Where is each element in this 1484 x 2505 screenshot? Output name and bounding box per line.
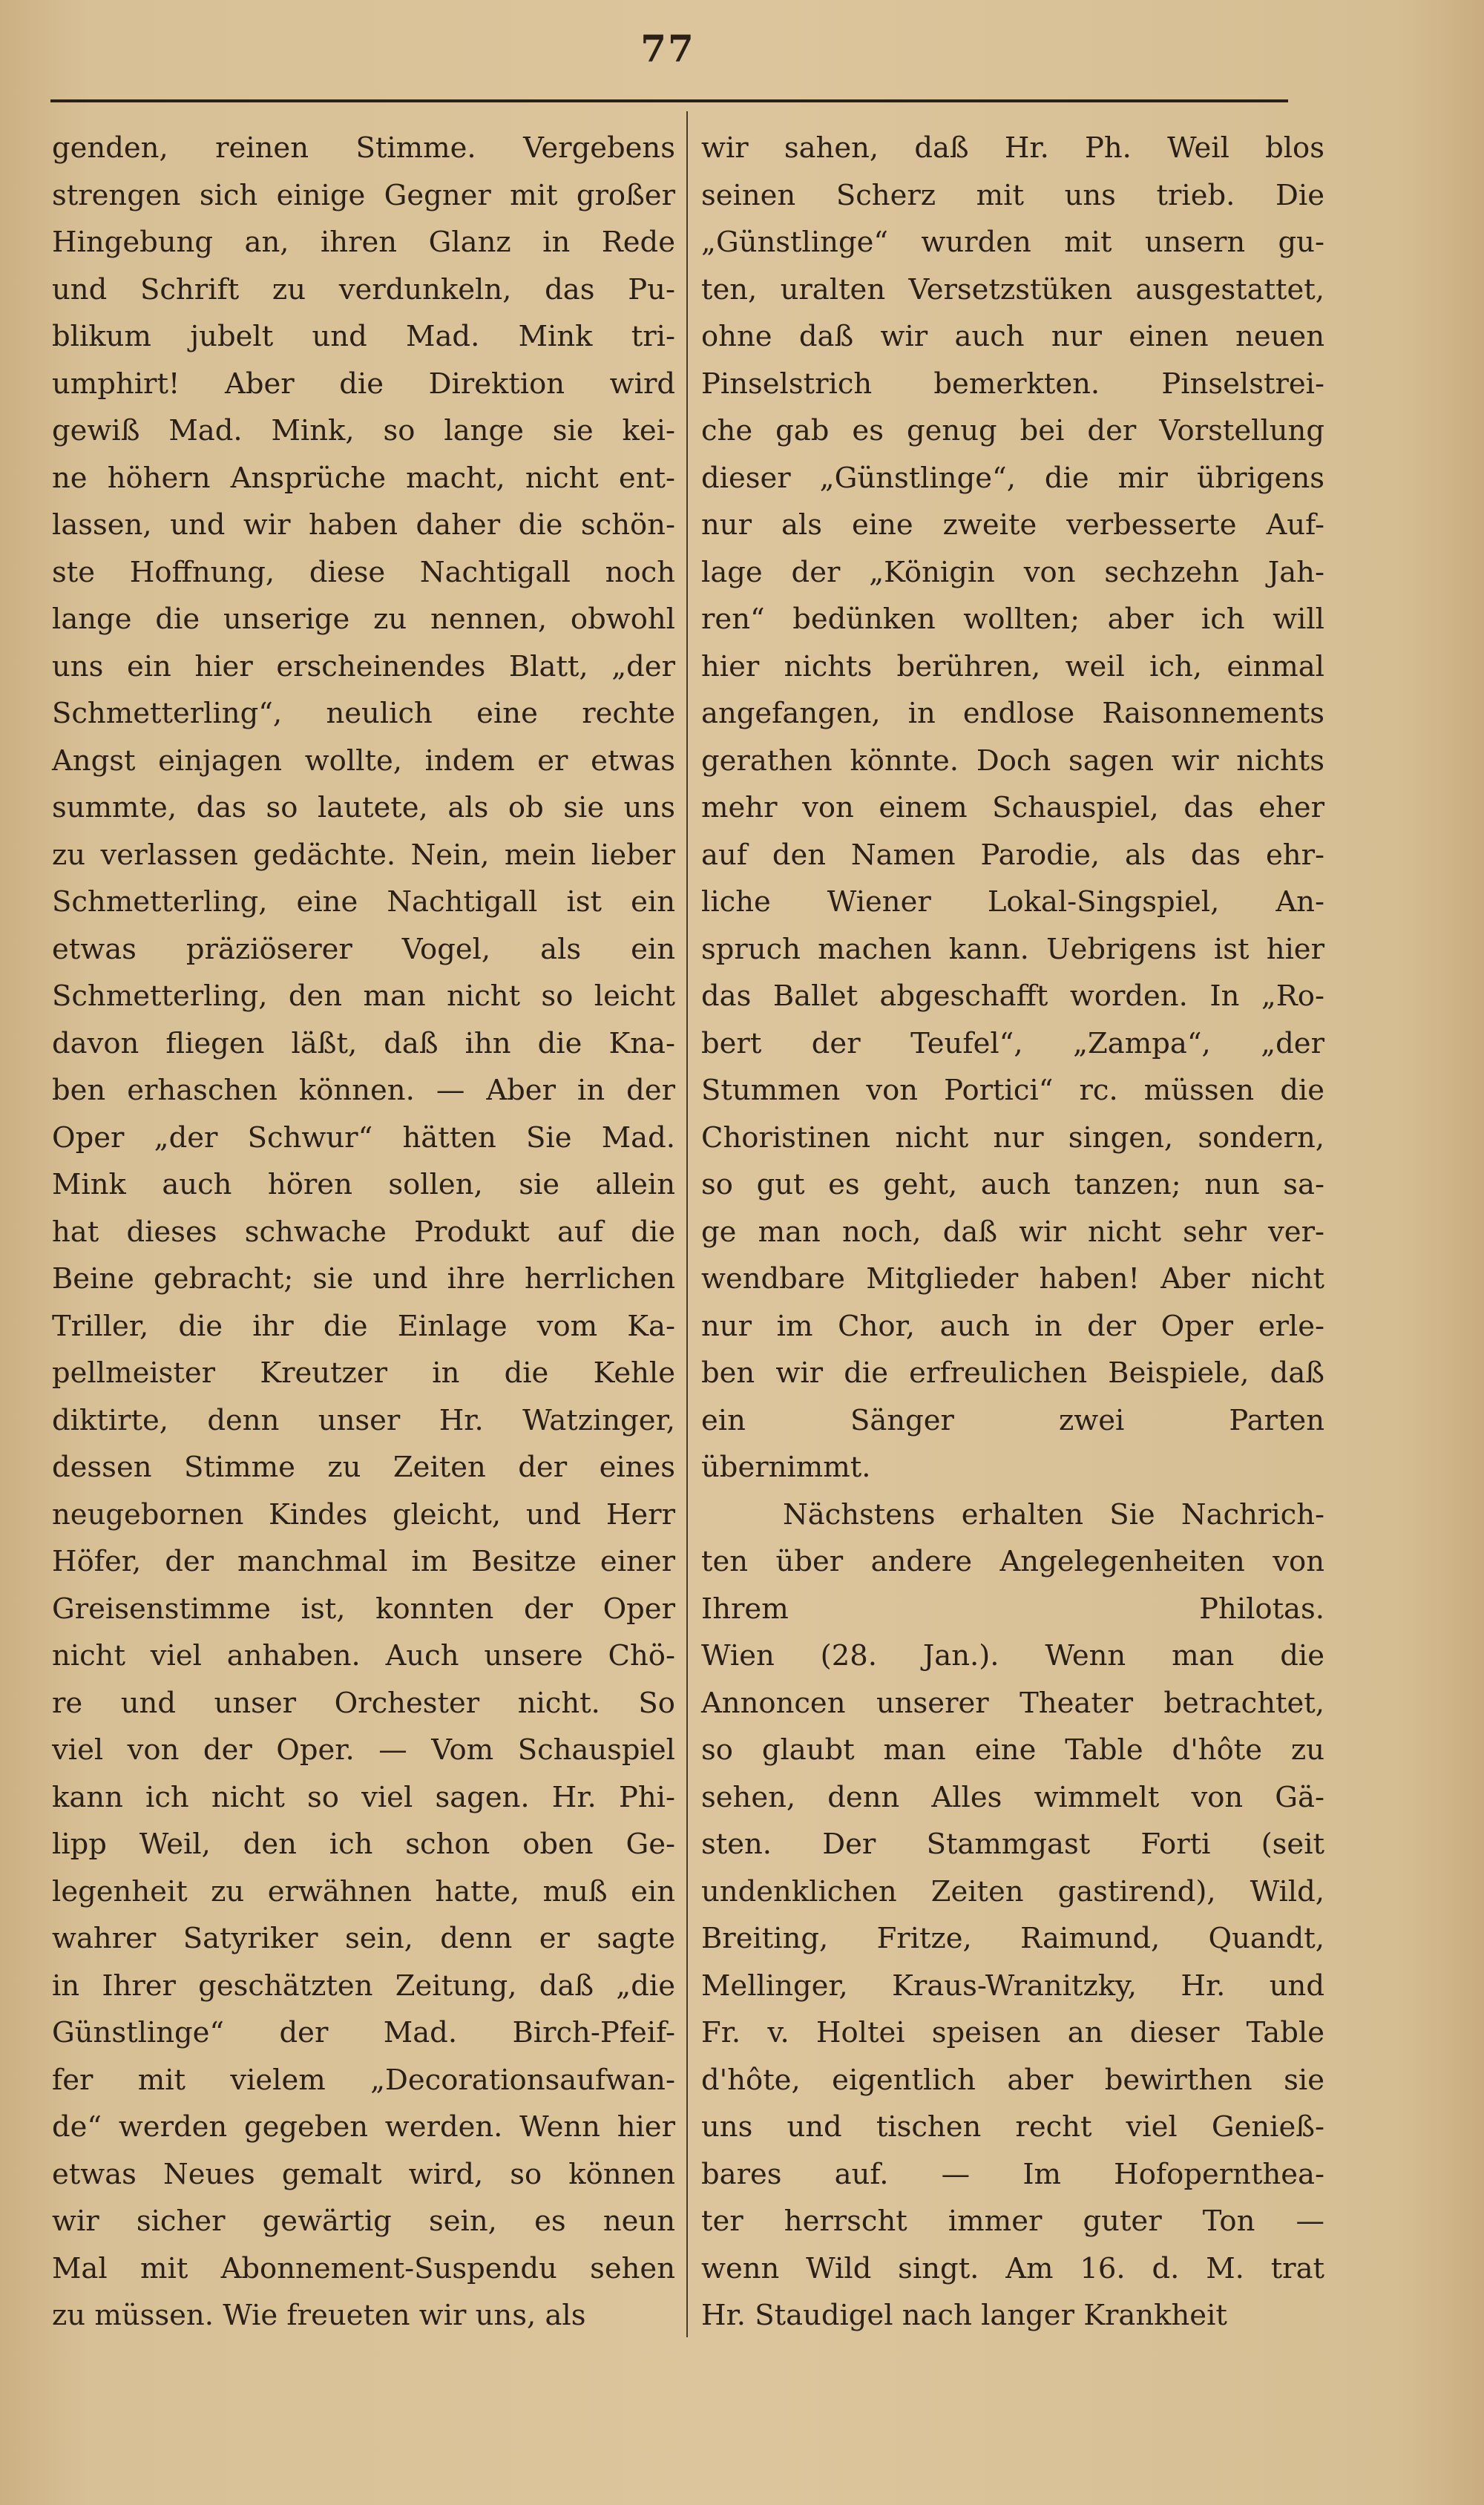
page-number: 77: [640, 27, 695, 70]
text-line: hat dieses schwache Produkt auf die: [52, 1215, 675, 1249]
right-column: [701, 125, 1324, 2340]
text-line: ge man noch, daß wir nicht sehr ver-: [701, 1215, 1324, 1249]
text-line: Fr. v. Holtei speisen an dieser Table: [701, 2016, 1324, 2049]
text-line: wendbare Mitglieder haben! Aber nicht: [701, 1262, 1324, 1296]
text-line: ten über andere Angelegenheiten von: [701, 1545, 1324, 1578]
text-line: fer mit vielem „Decorationsaufwan-: [52, 2063, 675, 2097]
text-line: Choristinen nicht nur singen, sondern,: [701, 1120, 1324, 1155]
text-line: wir sicher gewärtig sein, es neun: [52, 2204, 675, 2238]
text-line: viel von der Oper. — Vom Schauspiel: [52, 1733, 675, 1767]
text-line: kann ich nicht so viel sagen. Hr. Phi-: [52, 1780, 675, 1814]
text-line: strengen sich einige Gegner mit großer: [52, 178, 675, 212]
text-line: ne höhern Ansprüche macht, nicht ent-: [52, 461, 675, 495]
text-line: genden, reinen Stimme. Vergebens: [52, 131, 675, 165]
text-line: liche Wiener Lokal-Singspiel, An-: [701, 885, 1324, 919]
left-column: [52, 125, 675, 2340]
text-line: angefangen, in endlose Raisonnements: [701, 697, 1324, 730]
text-line: hier nichts berühren, weil ich, einmal: [701, 649, 1324, 683]
text-line: Schmetterling“, neulich eine rechte: [52, 697, 675, 730]
text-line: Mal mit Abonnement-Suspendu sehen: [52, 2251, 675, 2285]
column-divider: [686, 111, 688, 2337]
text-line: etwas präziöserer Vogel, als ein: [52, 932, 675, 966]
text-line: spruch machen kann. Uebrigens ist hier: [701, 932, 1324, 966]
text-line: auf den Namen Parodie, als das ehr-: [701, 838, 1324, 872]
text-line: Stummen von Portici“ rc. müssen die: [701, 1074, 1324, 1107]
text-line: ste Hoffnung, diese Nachtigall noch: [52, 555, 675, 589]
text-line: das Ballet abgeschafft worden. In „Ro-: [701, 979, 1324, 1013]
text-line: Triller, die ihr die Einlage vom Ka-: [52, 1309, 675, 1343]
text-line: gerathen könnte. Doch sagen wir nichts: [701, 743, 1324, 778]
text-line: Oper „der Schwur“ hätten Sie Mad.: [52, 1120, 675, 1155]
text-line: de“ werden gegeben werden. Wenn hier: [52, 2110, 675, 2144]
text-line: ein Sänger zwei Parten: [701, 1403, 1324, 1437]
text-line: gewiß Mad. Mink, so lange sie kei-: [52, 414, 675, 447]
text-line: ten, uralten Versetzstüken ausgestattet,: [701, 272, 1324, 306]
text-line: zu müssen. Wie freueten wir uns, als: [52, 2299, 586, 2332]
text-line: Breiting, Fritze, Raimund, Quandt,: [701, 1922, 1324, 1955]
text-line: so glaubt man eine Table d'hôte zu: [701, 1733, 1324, 1767]
text-line: sehen, denn Alles wimmelt von Gä-: [701, 1780, 1324, 1814]
text-line: Annoncen unserer Theater betrachtet,: [701, 1686, 1324, 1720]
text-line: re und unser Orchester nicht. So: [52, 1686, 675, 1720]
text-line: Schmetterling, eine Nachtigall ist ein: [52, 885, 675, 919]
text-line: Günstlinge“ der Mad. Birch-Pfeif-: [52, 2016, 675, 2049]
text-line: Greisenstimme ist, konnten der Oper: [52, 1592, 675, 1626]
text-line: dieser „Günstlinge“, die mir übrigens: [701, 461, 1324, 495]
text-line: mehr von einem Schauspiel, das eher: [701, 791, 1324, 824]
text-line: Ihrem Philotas.: [701, 1592, 1324, 1626]
text-line: uns ein hier erscheinendes Blatt, „der: [52, 649, 675, 683]
text-line: etwas Neues gemalt wird, so können: [52, 2157, 675, 2191]
text-line: übernimmt.: [701, 1451, 871, 1484]
text-line: pellmeister Kreutzer in die Kehle: [52, 1356, 675, 1390]
text-line: ben erhaschen können. — Aber in der: [52, 1074, 675, 1107]
text-line: wir sahen, daß Hr. Ph. Weil blos: [701, 131, 1324, 165]
text-line: seinen Scherz mit uns trieb. Die: [701, 178, 1324, 212]
text-line: Wien (28. Jan.). Wenn man die: [701, 1639, 1324, 1672]
text-line: bert der Teufel“, „Zampa“, „der: [701, 1026, 1324, 1060]
text-line: ren“ bedünken wollten; aber ich will: [701, 603, 1324, 636]
text-line: neugebornen Kindes gleicht, und Herr: [52, 1497, 675, 1531]
text-line: lassen, und wir haben daher die schön-: [52, 508, 675, 542]
text-line: lipp Weil, den ich schon oben Ge-: [52, 1828, 675, 1861]
text-line: so gut es geht, auch tanzen; nun sa-: [701, 1168, 1324, 1201]
text-line: Beine gebracht; sie und ihre herrlichen: [52, 1262, 675, 1296]
text-line: che gab es genug bei der Vorstellung: [701, 414, 1324, 447]
text-line: legenheit zu erwähnen hatte, muß ein: [52, 1874, 675, 1908]
text-line: davon fliegen läßt, daß ihn die Kna-: [52, 1026, 675, 1060]
text-line: dessen Stimme zu Zeiten der eines: [52, 1451, 675, 1484]
text-line: lage der „Königin von sechzehn Jah-: [701, 555, 1324, 589]
text-line: zu verlassen gedächte. Nein, mein lieber: [52, 838, 675, 872]
text-line: lange die unserige zu nennen, obwohl: [52, 603, 675, 636]
text-line: Pinselstrich bemerkten. Pinselstrei-: [701, 367, 1324, 401]
text-line: wahrer Satyriker sein, denn er sagte: [52, 1922, 675, 1955]
text-line: umphirt! Aber die Direktion wird: [52, 367, 675, 401]
header-rule: [50, 99, 1288, 102]
text-line: ohne daß wir auch nur einen neuen: [701, 320, 1324, 353]
text-line: undenklichen Zeiten gastirend), Wild,: [701, 1874, 1324, 1908]
text-line: Schmetterling, den man nicht so leicht: [52, 979, 675, 1013]
text-line: bares auf. — Im Hofoperntheа-: [701, 2157, 1324, 2191]
text-line: d'hôte, eigentlich aber bewirthen sie: [701, 2063, 1324, 2097]
text-line: nur im Chor, auch in der Oper erle-: [701, 1309, 1324, 1343]
text-line: nicht viel anhaben. Auch unsere Chö-: [52, 1639, 675, 1672]
text-line: Höfer, der manchmal im Besitze einer: [52, 1545, 675, 1578]
text-line: summte, das so lautete, als ob sie uns: [52, 791, 675, 824]
text-line: blikum jubelt und Mad. Mink tri-: [52, 320, 675, 353]
text-line: Mink auch hören sollen, sie allein: [52, 1168, 675, 1201]
text-line: nur als eine zweite verbesserte Auf-: [701, 508, 1324, 542]
text-line: sten. Der Stammgast Forti (seit: [701, 1828, 1324, 1861]
text-line: wenn Wild singt. Am 16. d. M. trat: [701, 2251, 1324, 2285]
text-line: Angst einjagen wollte, indem er etwas: [52, 743, 675, 778]
text-line: und Schrift zu verdunkeln, das Pu-: [52, 272, 675, 306]
text-line: Hr. Staudigel nach langer Krankheit: [701, 2299, 1227, 2332]
text-line: Nächstens erhalten Sie Nachrich-: [783, 1497, 1324, 1531]
text-line: Mellinger, Kraus-Wranitzky, Hr. und: [701, 1969, 1324, 2003]
text-line: in Ihrer geschätzten Zeitung, daß „die: [52, 1969, 675, 2003]
text-line: „Günstlinge“ wurden mit unsern gu-: [701, 226, 1324, 259]
text-line: Hingebung an, ihren Glanz in Rede: [52, 226, 675, 259]
text-line: ter herrscht immer guter Ton —: [701, 2204, 1324, 2238]
text-line: diktirte, denn unser Hr. Watzinger,: [52, 1403, 675, 1437]
text-line: uns und tischen recht viel Genieß-: [701, 2110, 1324, 2144]
text-line: ben wir die erfreulichen Beispiele, daß: [701, 1356, 1324, 1390]
